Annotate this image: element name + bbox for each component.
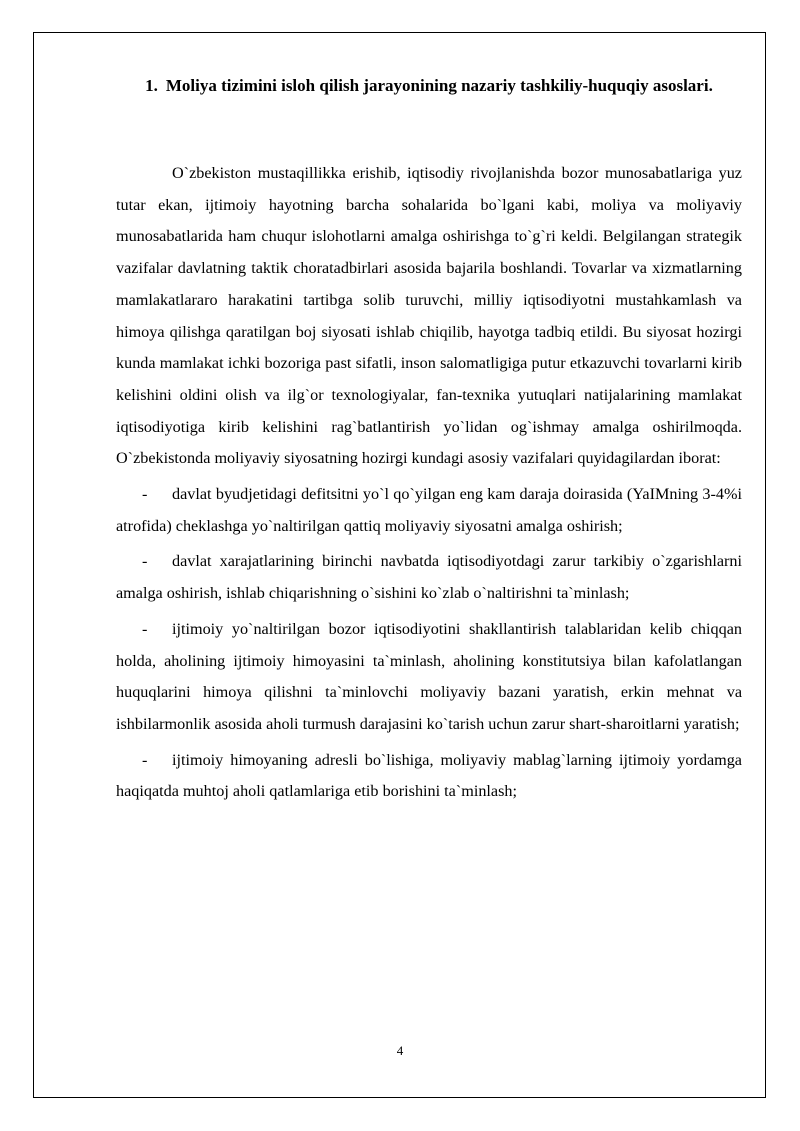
section-heading	[116, 70, 742, 102]
section-title: Moliya tizimini isloh qilish jarayonining nazariy tashkiliy-huquqiy asoslari.	[165, 76, 713, 95]
list-item	[116, 546, 742, 609]
list-item	[116, 745, 742, 808]
list-item-text: ijtimoiy yo`naltirilgan bozor iqtisodiyotini shakllantirish talablaridan kelib chiqqan holda, aholining ijtimoiy himoyasini ta`minlash, aholining konstitutsiya bilan kafolatlangan huquqlarini himoya qilishni ta`minlovchi moliyaviy bazani yaratish, erkin mehnat va ishbilarmonlik asosida aholi turmush darajasini ko`tarish uchun zarur shart-sharoitlarni yaratish;	[116, 619, 742, 733]
list-dash: -	[142, 750, 148, 769]
list-dash: -	[142, 619, 148, 638]
document-body	[116, 70, 742, 808]
list-dash: -	[142, 485, 148, 504]
list-item-text: davlat byudjetidagi defitsitni yo`l qo`yilgan eng kam daraja doirasida (YaIMning 3-4%i atrofida) cheklashga yo`naltirilgan qattiq moliyaviy siyosatni amalga oshirish;	[116, 485, 742, 535]
intro-paragraph: O`zbekiston mustaqillikka erishib, iqtisodiy rivojlanishda bozor munosabatlariga yuz tutar ekan, ijtimoiy hayotning barcha sohalarida bo`lgani kabi, moliya va moliyaviy munosabatlarida ham chuqur islohotlarni amalga oshirishga to`g`ri keldi. Belgilangan strategik vazifalar davlatning taktik choratadbirlari asosida bajarila boshlandi. Tovarlar va xizmatlarning mamlakatlararo harakatini tartibga solib turuvchi, milliy iqtisodiyotni mustahkamlash va himoya qilishga qaratilgan boj siyosati ishlab chiqilib, hayotga tadbiq etildi. Bu siyosat hozirgi kunda mamlakat ichki bozoriga past sifatli, inson salomatligiga putur etkazuvchi tovarlarni kirib kelishini oldini olish va ilg`or texnologiyalar, fan-texnika yutuqlari natijalarining mamlakat iqtisodiyotiga kirib kelishini rag`batlantirish yo`lidan og`ishmay amalga oshirilmoqda. O`zbekistonda moliyaviy siyosatning hozirgi kundagi asosiy vazifalari quyidagilardan iborat:	[116, 164, 742, 468]
list-dash: -	[142, 552, 148, 571]
list-item-text: davlat xarajatlarining birinchi navbatda iqtisodiyotdagi zarur tarkibiy o`zgarishlarni amalga oshirish, ishlab chiqarishning o`sishini ko`zlab o`naltirishni ta`minlash;	[116, 552, 742, 603]
list-item	[116, 479, 742, 542]
list-item-text: ijtimoiy himoyaning adresli bo`lishiga, moliyaviy mablag`larning ijtimoiy yordamga haqiqatda muhtoj aholi qatlamlariga etib borishini ta`minlash;	[116, 750, 742, 801]
list-item	[116, 614, 742, 741]
section-number: 1.	[145, 76, 158, 95]
page-number: 4	[396, 1043, 404, 1058]
